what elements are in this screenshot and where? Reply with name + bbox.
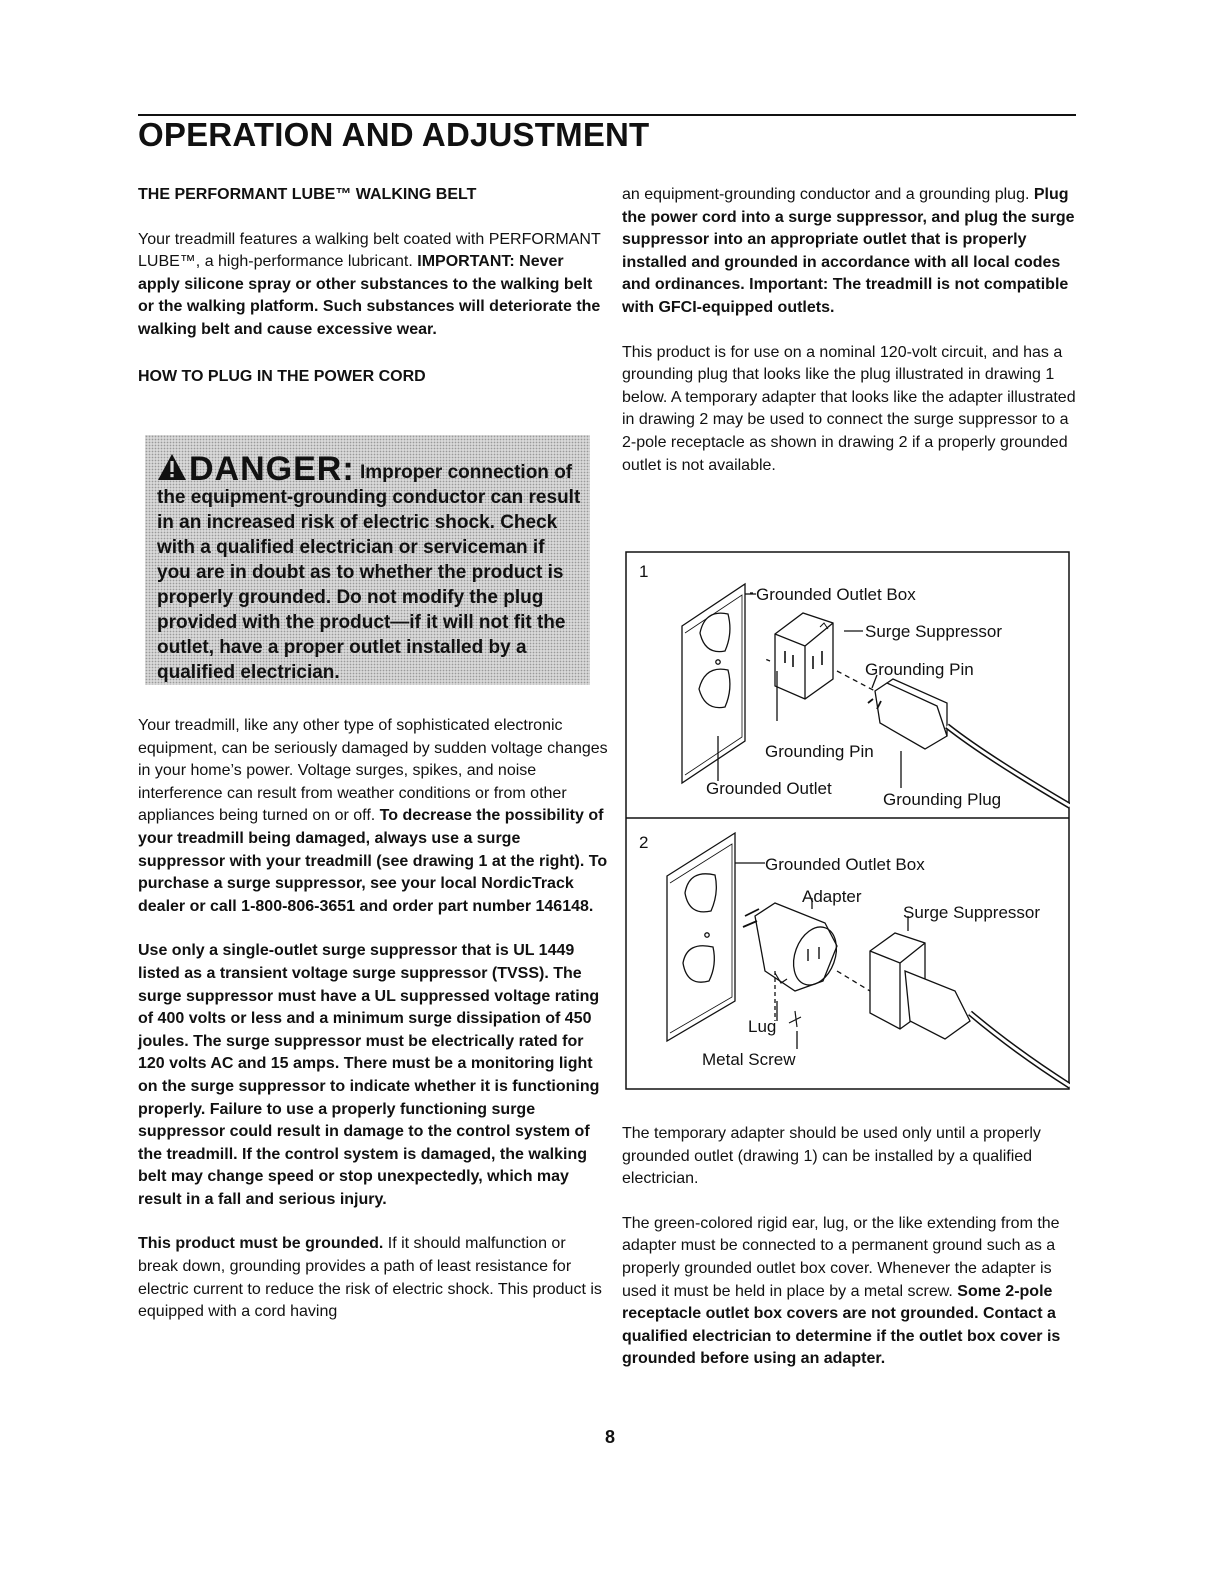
right-column-top xyxy=(622,184,1082,477)
danger-content xyxy=(157,450,582,685)
ear-lug-text: The green-colored rigid ear, lug, or the like extending from the adapter must be connected to a permanent ground such as a properly grounded outlet box cover. Whenever the adapter is used it must be held in place by a metal screw. xyxy=(622,1214,1060,1300)
ul-paragraph: Use only a single-outlet surge suppressor that is UL 1449 listed as a transient voltage surge suppressor (TVSS). The surge suppressor must have a UL suppressed voltage rating of 400 volts or less and a minimum surge dissipation of 450 joules. The surge suppressor must be electrically rated for 120 volts AC and 15 amps. There must be a monitoring light on the surge suppressor to indicate whether it is functioning properly. Failure to use a properly functioning surge suppressor could result in damage to the control system of the treadmill. If the control system is damaged, the walking belt may change speed or stop unexpectedly, which may result in a fall and serious injury. xyxy=(138,942,600,1208)
cord-bold: Plug the power cord into a surge suppressor, and plug the surge suppressor into an appropriate outlet that is properly installed and grounded in accordance with all local codes and ordinances. Important: The treadmill is not compatible with GFCI-equipped outlets. xyxy=(622,186,1075,316)
danger-label: DANGER: xyxy=(189,450,355,488)
drawing-1-number: 1 xyxy=(639,562,649,581)
ground-bold: This product must be grounded. xyxy=(138,1235,384,1253)
drawing-2-number: 2 xyxy=(639,833,649,852)
ground-paragraph xyxy=(138,1233,608,1323)
lube-paragraph xyxy=(138,229,608,342)
label-grounding-pin-bottom: Grounding Pin xyxy=(765,742,874,761)
cord-paragraph xyxy=(622,184,1082,320)
surge-bold: To decrease the possibility of your treadmill being damaged, always use a surge suppressor with your treadmill (see drawing 1 at the right). To purchase a surge suppressor, see your local NordicTrack dealer or call 1-800-806-3651 and order part number 146148. xyxy=(138,807,608,915)
screw-2 xyxy=(789,1011,801,1027)
label-adapter: Adapter xyxy=(802,887,862,906)
left-column-top xyxy=(138,184,608,388)
label-grounding-pin-top: Grounding Pin xyxy=(865,660,974,679)
warning-triangle-icon xyxy=(157,453,187,481)
danger-box xyxy=(145,435,590,685)
ear-lug-paragraph xyxy=(622,1213,1082,1371)
label-grounded-outlet-box-2: Grounded Outlet Box xyxy=(765,855,925,874)
label-surge-suppressor-2: Surge Suppressor xyxy=(903,903,1041,922)
surge-body-1 xyxy=(775,613,833,699)
lube-important: IMPORTANT: Never apply silicone spray or other substances to the walking belt or the walking platform. Such substances will deteriorate the walking belt and cause excessive wear. xyxy=(138,253,601,338)
ear-lug-bold: Some 2-pole receptacle outlet box covers are not grounded. Contact a qualified electrician to determine if the outlet box cover is grounded before using an adapter. xyxy=(622,1282,1061,1368)
ground-text: If it should malfunction or break down, grounding provides a path of least resistance for electric current to reduce the risk of electric shock. This product is equipped with a cord having xyxy=(138,1235,602,1321)
label-grounding-plug: Grounding Plug xyxy=(883,790,1002,809)
page-title: OPERATION AND ADJUSTMENT xyxy=(138,116,650,153)
plug-diagram xyxy=(625,551,1070,1090)
temporary-adapter-paragraph: The temporary adapter should be used only until a properly grounded outlet (drawing 1) can be installed by a qualified electrician. xyxy=(622,1125,1041,1188)
page-number: 8 xyxy=(604,1427,615,1447)
right-column-bottom xyxy=(622,1123,1082,1371)
surge-paragraph xyxy=(138,715,608,918)
outlet-plate-2 xyxy=(667,833,735,1041)
danger-text: Improper connection of the equipment-grounding conductor can result in an increased risk of electric shock. Check with a qualified electrician or serviceman if you are in doubt as to whether the product is properly grounded. Do not modify the plug provided with the product—if it will not fit the outlet, have a proper outlet installed by a qualified electrician. xyxy=(157,462,581,683)
cord-text: an equipment-grounding conductor and a grounding plug. xyxy=(622,186,1034,203)
label-lug: Lug xyxy=(748,1017,777,1036)
surge-text: Your treadmill, like any other type of sophisticated electronic equipment, can be seriously damaged by sudden voltage changes in your home’s power. Voltage surges, spikes, and noise interference can result from weather conditions or from other appliances being turned on or off. xyxy=(138,717,608,825)
drawing-1 xyxy=(682,584,1070,806)
section-heading-power-cord: HOW TO PLUG IN THE POWER CORD xyxy=(138,367,426,385)
section-heading-lube: THE PERFORMANT LUBE™ WALKING BELT xyxy=(138,186,477,203)
circuit-paragraph: This product is for use on a nominal 120-volt circuit, and has a grounding plug that looks like the plug illustrated in drawing 1 below. A temporary adapter that looks like the adapter illustrated in drawing 2 may be used to connect the surge suppressor to a 2-pole receptacle as shown in drawing 2 if a properly grounded outlet is not available. xyxy=(622,343,1076,474)
lube-text: Your treadmill features a walking belt coated with PERFORMANT LUBE™, a high-performance lubricant. xyxy=(138,230,601,271)
grounding-plug-1 xyxy=(875,683,947,749)
label-grounded-outlet: Grounded Outlet xyxy=(706,779,832,798)
left-column-bottom xyxy=(138,715,608,1324)
label-metal-screw: Metal Screw xyxy=(702,1050,796,1069)
label-surge-suppressor-1: Surge Suppressor xyxy=(865,622,1003,641)
label-grounded-outlet-box-1: Grounded Outlet Box xyxy=(756,585,916,604)
plug-2 xyxy=(905,971,970,1039)
